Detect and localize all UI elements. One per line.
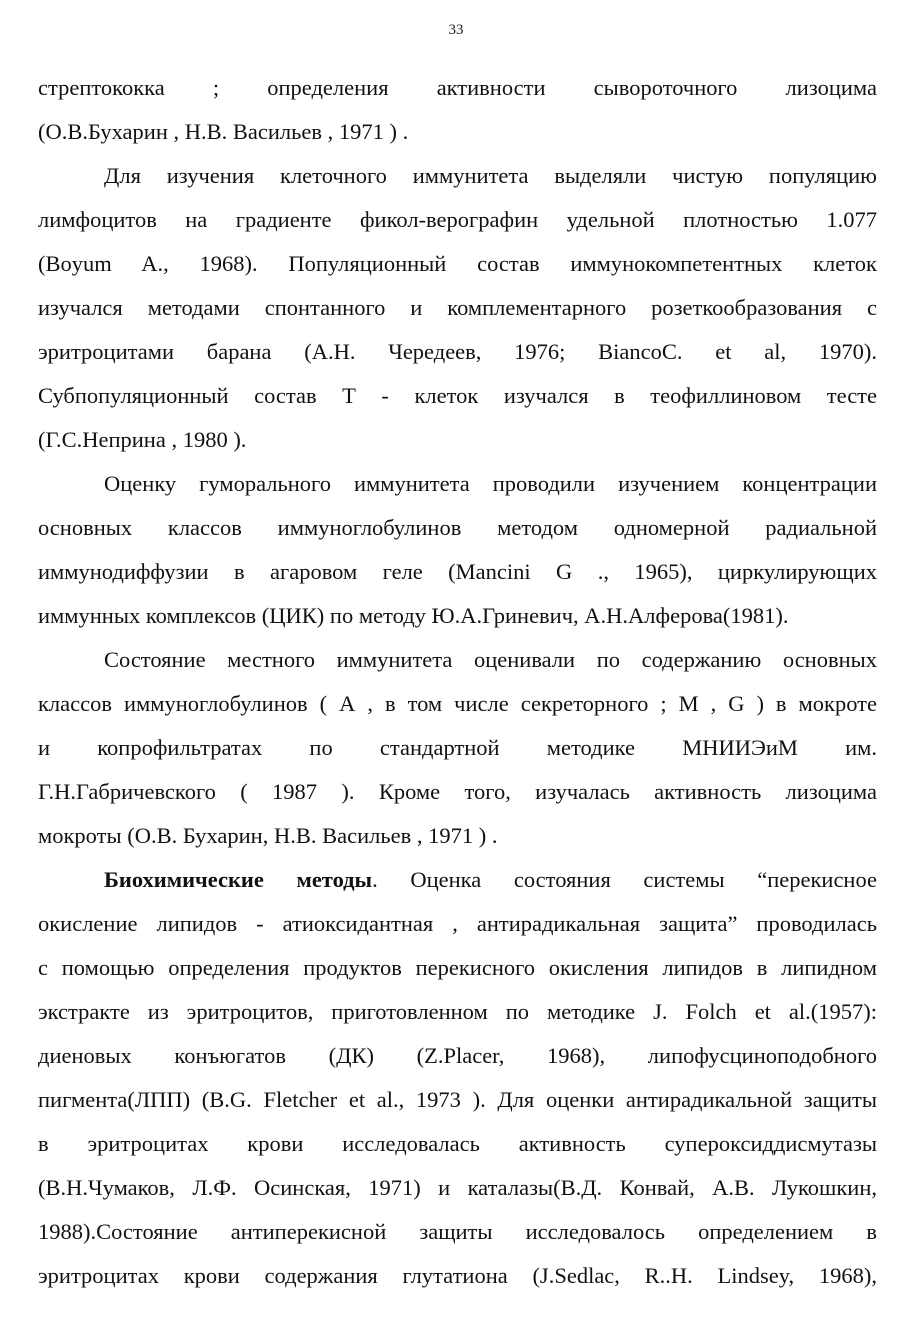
text-line: классов иммуноглобулинов ( А , в том числе секреторного ; М , G ) в мокроте (38, 691, 877, 716)
text-line: эритроцитах крови содержания глутатиона (J.Sedlac, R..H. Lindsey, 1968), (38, 1263, 877, 1288)
text-line: стрептококка ; определения активности сывороточного лизоцима (38, 75, 877, 100)
text-line: лимфоцитов на градиенте фикол-верографин удельной плотностью 1.077 (38, 207, 877, 232)
body-text (38, 66, 877, 1298)
text-line: (О.В.Бухарин , Н.В. Васильев , 1971 ) . (38, 119, 409, 144)
paragraph-biochemical-methods (38, 858, 877, 1298)
paragraph-cellular-immunity (38, 154, 877, 462)
text-line: основных классов иммуноглобулинов методом одномерной радиальной (38, 515, 877, 540)
text-line: 1988).Состояние антиперекисной защиты исследовалось определением в (38, 1219, 877, 1244)
paragraph-humoral-immunity (38, 462, 877, 638)
text-line: и копрофильтратах по стандартной методике МНИИЭиМ им. (38, 735, 877, 760)
text-line: иммунных комплексов (ЦИК) по методу Ю.А.Гриневич, А.Н.Алферова(1981). (38, 603, 789, 628)
text-line: иммунодиффузии в агаровом геле (Mancini G ., 1965), циркулирующих (38, 559, 877, 584)
text-line: Г.Н.Габричевского ( 1987 ). Кроме того, изучалась активность лизоцима (38, 779, 877, 804)
text-line: Для изучения клеточного иммунитета выделяли чистую популяцию (104, 163, 877, 188)
section-heading: Биохимические методы (104, 867, 373, 892)
text-line: Оценку гуморального иммунитета проводили изучением концентрации (104, 471, 877, 496)
text-line: пигмента(ЛПП) (B.G. Fletcher et al., 1973 ). Для оценки антирадикальной защиты (38, 1087, 877, 1112)
text-line: Состояние местного иммунитета оценивали по содержанию основных (104, 647, 877, 672)
text-line: (Boyum A., 1968). Популяционный состав иммунокомпетентных клеток (38, 251, 877, 276)
text-line: экстракте из эритроцитов, приготовленном по методике J. Folch et al.(1957): (38, 999, 877, 1024)
text-line (38, 858, 877, 902)
text-line: изучался методами спонтанного и комплементарного розеткообразования с (38, 295, 877, 320)
paragraph-local-immunity (38, 638, 877, 858)
text-line: (В.Н.Чумаков, Л.Ф. Осинская, 1971) и каталазы(В.Д. Конвай, А.В. Лукошкин, (38, 1175, 877, 1200)
text-line: эритроцитами барана (А.Н. Чередеев, 1976; BiancoC. et al, 1970). (38, 339, 877, 364)
text-line: Субпопуляционный состав Т - клеток изучался в теофиллиновом тесте (38, 383, 877, 408)
paragraph-methods-continuation (38, 66, 877, 154)
text-line: диеновых конъюгатов (ДК) (Z.Placer, 1968), липофусциноподобного (38, 1043, 877, 1068)
text-line: с помощью определения продуктов перекисного окисления липидов в липидном (38, 955, 877, 980)
text-fragment: . Оценка состояния системы “перекисное (372, 867, 877, 892)
page-number: 33 (448, 22, 464, 38)
text-line: в эритроцитах крови исследовалась активность супероксиддисмутазы (38, 1131, 877, 1156)
text-line: мокроты (О.В. Бухарин, Н.В. Васильев , 1971 ) . (38, 823, 498, 848)
text-line: (Г.С.Неприна , 1980 ). (38, 427, 247, 452)
text-line: окисление липидов - атиоксидантная , антирадикальная защита” проводилась (38, 911, 877, 936)
